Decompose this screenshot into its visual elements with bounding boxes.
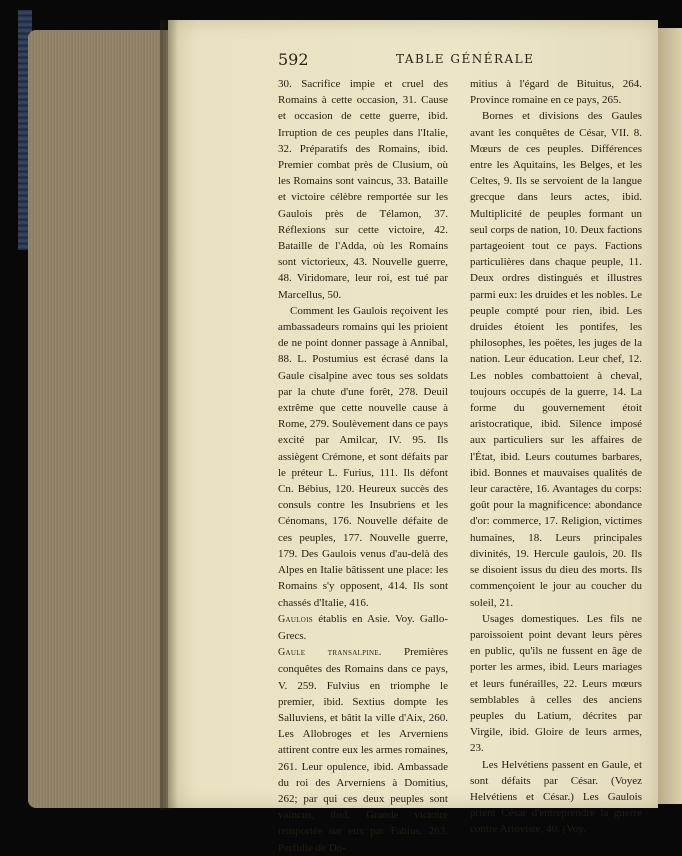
entry-text: Premières conquêtes des Romains dans ce pays, V. 259. Fulvius en triomphe le premier, ibid. Sextius dompte les Salluviens, et bâtit la ville d'Aix, 260. Les Allobroges et les Arverniens attirent contre eux les armes romaines, 261. Leur opulence, ibid. Ambassade du roi des Arverniens à Domitius, 262; par qui ces deux peuples sont vaincus, ibid. Grande victoire remportée sur eux par Fabius, 263. Perfidie de Do- (278, 646, 449, 854)
entry-paragraph: Usages domestiques. Les fils ne paroissoient point devant leurs pères en public, qu'ils ne fussent en âge de porter les armes, ibid. Leurs mariages et leurs funérailles, 22. Leurs mœurs semblables à celles des anciens peuples du Latium, décrites par Virgile, ibid. Gloire de leurs armes, 23. (470, 612, 642, 755)
page-header (278, 50, 648, 70)
entry-heading: Gaulois (278, 613, 313, 625)
entry-paragraph: mitius à l'égard de Bituitus, 264. Province romaine en ce pays, 265. (470, 78, 642, 107)
entry-paragraph: Bornes et divisions des Gaules avant les conquêtes de César, VII. 8. Mœurs de ces peuples. Différences entre les Aquitains, les Belges, et les Celtes, 9. Ils se servoient de la langue grecque dans leurs actes, ibid. Multiplicité de peuples formant un seul corps de nation, 10. Deux factions partageoient tout ce pays. Factions particulières dans chaque peuple, 11. Deux ordres distingués et illustres parmi eux: les druides et les nobles. Le peuple compté pour rien, ibid. Les druides étoient les pontifes, les philosophes, les poëtes, les juges de la nation. Leur éducation. Leur chef, 12. Les nobles combattoient à cheval, toujours occupés de la guerre, 14. La forme du gouvernement étoit aristocratique, ibid. Silence imposé aux particuliers sur les affaires de l'État, ibid. Leurs coutumes barbares, ibid. Bonnes et mauvaises qualités de leur caractère, 16. Avantages du corps: goût pour la magnificence: abondance d'or: commerce, 17. Religion, victimes humaines, 18. Leurs principales divinités, 19. Hercule gaulois, 20. Ils se disoient issus du dieu des morts. Ils commençoient le jour au coucher du soleil, 21. (470, 110, 642, 609)
page-block-edge (28, 30, 174, 808)
entry-paragraph: 30. Sacrifice impie et cruel des Romains à cette occasion, 31. Cause et occasion de cette guerre, ibid. Irruption de ces peuples dans l'Italie, 32. Préparatifs des Romains, ibid. Premier combat près de Clusium, où les Romains sont vaincus, 33. Bataille et victoire célèbre remportée sur les Gaulois près de Télamon, 37. Réflexions sur cette victoire, 42. Bataille de l'Adda, où les Romains sont victorieux, 43. Nouvelle guerre, 48. Viridomare, leur roi, est tué par Marcellus, 50. (278, 78, 448, 301)
running-title: TABLE GÉNÉRALE (396, 52, 535, 66)
page-number: 592 (278, 50, 309, 69)
right-column (470, 76, 642, 838)
entry-paragraph: Comment les Gaulois reçoivent les ambassadeurs romains qui les prioient de ne point donner passage à Annibal, 88. L. Postumius est écrasé dans la Gaule cisalpine avec tous ses soldats par la chute d'une forêt, 278. Deuil extrême que cette nouvelle cause à Rome, 279. Soulèvement dans ce pays excité par Amilcar, IV. 95. Ils assiègent Crémone, et sont défaits par le préteur L. Furius, 111. Ils défont Cn. Bébius, 120. Heureux succès des consuls contre les Insubriens et les Cénomans, 176. Nouvelle défaite de ces peuples, 177. Nouvelle guerre, 179. Des Gaulois venus d'au-delà des Alpes en Italie bâtissent une place: les Romains s'y opposent, 414. Ils sont chassés d'Italie, 416. (278, 304, 448, 609)
facing-page-edge (658, 28, 682, 804)
entry-heading: Gaule transalpine. (278, 647, 382, 659)
entry-text: établis en Asie. Voy. Gallo-Grecs. (278, 612, 448, 642)
gutter-shadow (160, 20, 178, 810)
entry-paragraph: Les Helvétiens passent en Gaule, et sont défaits par César. (Voyez Helvétiens et César.) Les Gaulois prient César d'entreprendre la guerre contre Arioviste, 40. (Voy. (470, 758, 642, 836)
entry-paragraph (278, 611, 448, 644)
entry-paragraph (278, 644, 448, 856)
left-column (278, 76, 448, 856)
